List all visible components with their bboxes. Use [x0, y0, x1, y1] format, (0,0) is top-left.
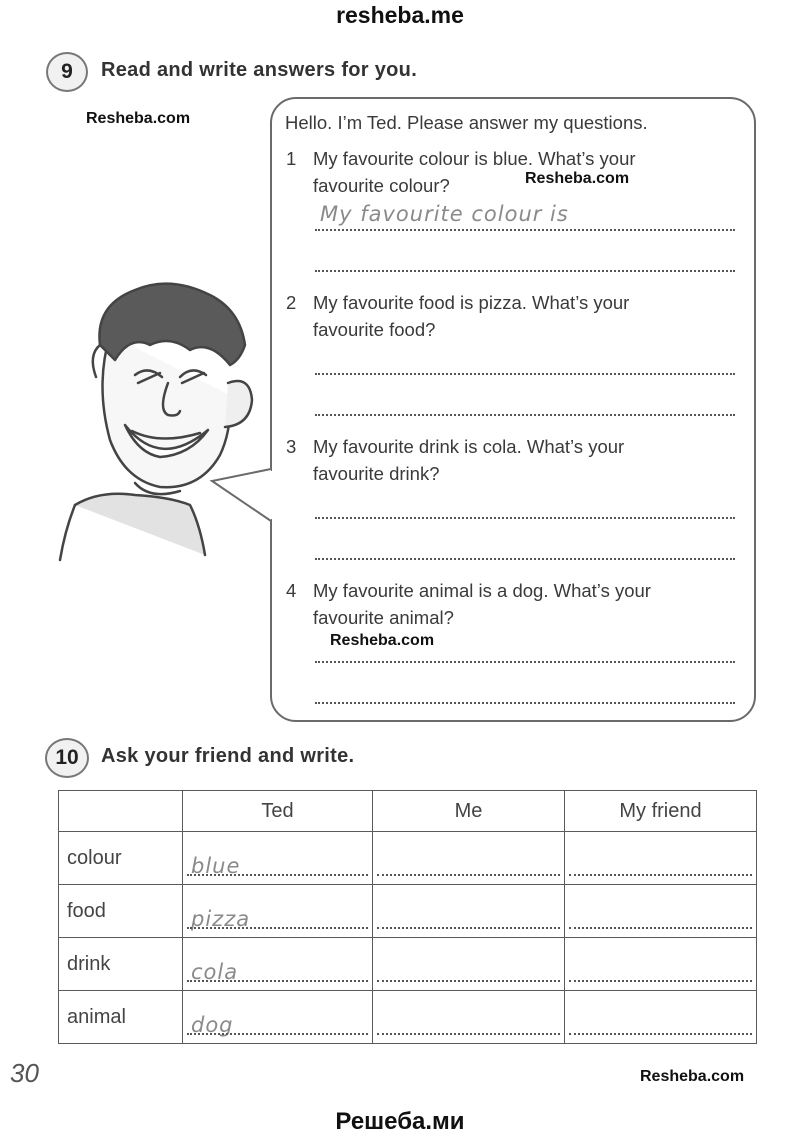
answer-line[interactable] [315, 270, 735, 272]
exercise-10-number: 10 [45, 738, 89, 778]
question-number: 2 [286, 292, 297, 313]
answer-line[interactable] [315, 414, 735, 416]
answer-line[interactable] [569, 1033, 752, 1035]
friend-cell[interactable] [565, 938, 757, 991]
row-label: animal [59, 991, 183, 1044]
answer-line[interactable] [315, 702, 735, 704]
site-footer: Решеба.ми [335, 1108, 465, 1135]
row-label: drink [59, 938, 183, 991]
column-header-my-friend: My friend [565, 791, 757, 832]
table-row [59, 938, 757, 991]
watermark: Resheba.com [525, 170, 630, 187]
ted-cell [183, 885, 373, 938]
answer-line[interactable] [315, 373, 735, 375]
exercise-10-title: Ask your friend and write. [101, 745, 355, 767]
question-number: 3 [286, 436, 297, 457]
column-header-ted: Ted [183, 791, 373, 832]
question-text: favourite animal? [313, 607, 454, 628]
answer-line[interactable] [187, 927, 368, 929]
watermark: Resheba.com [330, 632, 435, 649]
ted-cell [183, 832, 373, 885]
handwritten-answer: blue [191, 854, 241, 878]
friend-cell[interactable] [565, 991, 757, 1044]
exercise-9-number: 9 [46, 52, 88, 92]
answer-line[interactable] [187, 874, 368, 876]
table-row [59, 832, 757, 885]
table-row [59, 885, 757, 938]
question-text: My favourite drink is cola. What’s your [313, 436, 625, 457]
question-text: favourite food? [313, 319, 436, 340]
table-corner-cell [59, 791, 183, 832]
answer-line[interactable] [315, 517, 735, 519]
friend-cell[interactable] [565, 885, 757, 938]
watermark: Resheba.com [640, 1068, 745, 1085]
table-row [59, 991, 757, 1044]
row-label: food [59, 885, 183, 938]
answer-line[interactable] [377, 980, 560, 982]
handwritten-answer: dog [191, 1013, 234, 1037]
answer-line[interactable] [315, 229, 735, 231]
bubble-intro: Hello. I’m Ted. Please answer my questions. [285, 112, 648, 133]
answer-line[interactable] [569, 980, 752, 982]
row-label: colour [59, 832, 183, 885]
question-text: My favourite animal is a dog. What’s your [313, 580, 651, 601]
handwritten-answer: pizza [191, 907, 251, 931]
watermark: Resheba.com [86, 110, 191, 127]
question-text: favourite drink? [313, 463, 440, 484]
survey-table [58, 790, 757, 1044]
answer-line[interactable] [315, 558, 735, 560]
answer-line[interactable] [187, 1033, 368, 1035]
page-number: 30 [10, 1058, 39, 1088]
answer-line[interactable] [377, 1033, 560, 1035]
handwritten-answer: My favourite colour is [320, 202, 569, 226]
me-cell[interactable] [373, 991, 565, 1044]
ted-cell [183, 991, 373, 1044]
answer-line[interactable] [569, 927, 752, 929]
table-header-row [59, 791, 757, 832]
site-header: resheba.me [336, 2, 464, 28]
question-text: favourite colour? [313, 175, 450, 196]
question-number: 1 [286, 148, 297, 169]
exercise-9-title: Read and write answers for you. [101, 59, 418, 81]
answer-line[interactable] [377, 874, 560, 876]
me-cell[interactable] [373, 885, 565, 938]
question-text: My favourite colour is blue. What’s your [313, 148, 636, 169]
handwritten-answer: cola [191, 960, 239, 984]
answer-line[interactable] [187, 980, 368, 982]
answer-line[interactable] [569, 874, 752, 876]
column-header-me: Me [373, 791, 565, 832]
question-text: My favourite food is pizza. What’s your [313, 292, 630, 313]
me-cell[interactable] [373, 938, 565, 991]
answer-line[interactable] [377, 927, 560, 929]
answer-line[interactable] [315, 661, 735, 663]
me-cell[interactable] [373, 832, 565, 885]
ted-cell [183, 938, 373, 991]
speech-bubble-tail [208, 465, 274, 525]
question-number: 4 [286, 580, 297, 601]
friend-cell[interactable] [565, 832, 757, 885]
